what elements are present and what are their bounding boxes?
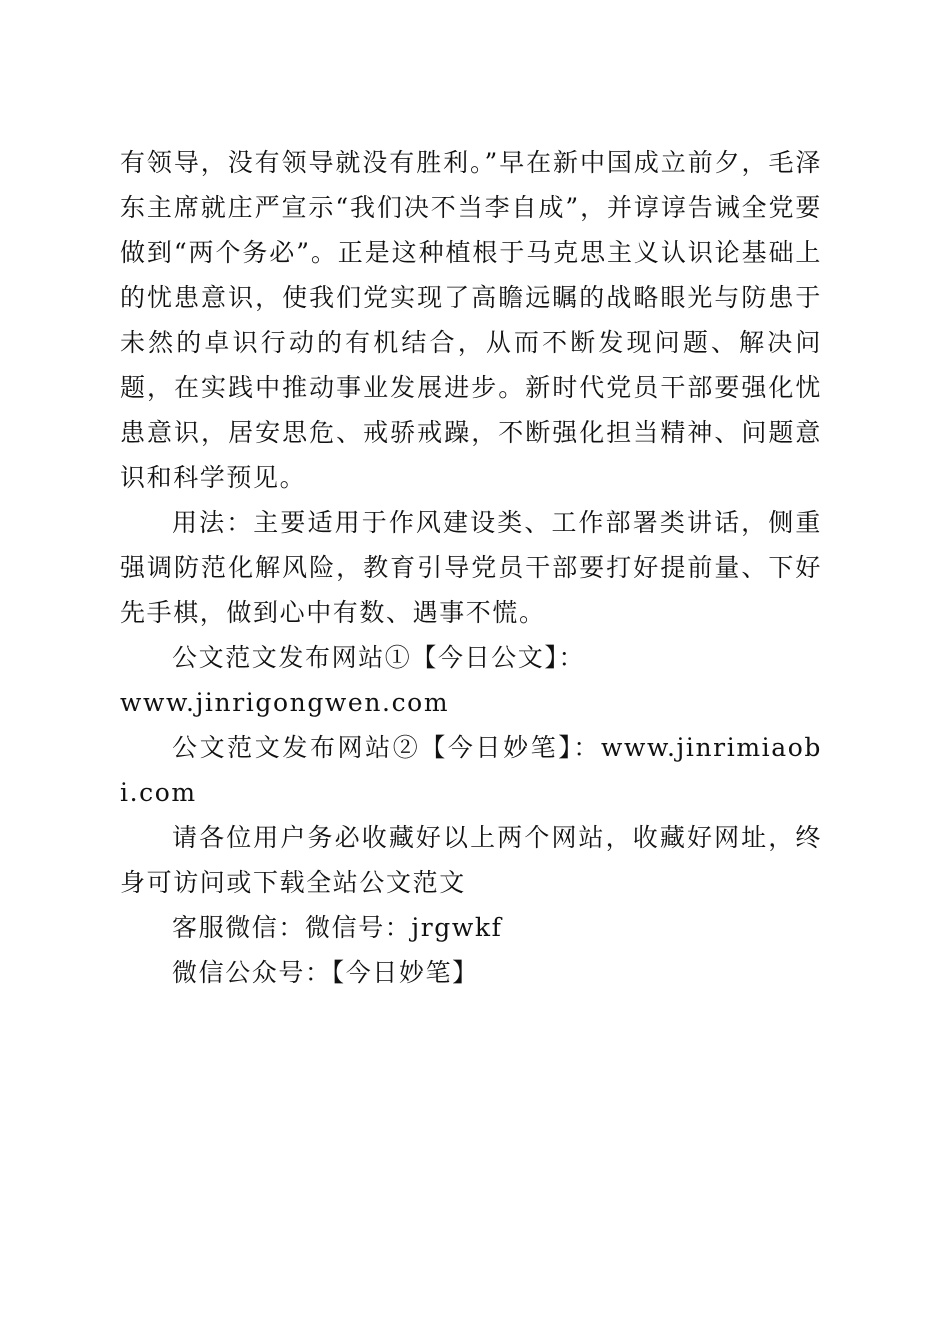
website-one-url[interactable]: www.jinrigongwen.com (120, 688, 450, 717)
document-body (120, 140, 822, 995)
body-paragraph-continuation: 有领导，没有领导就没有胜利。”早在新中国成立前夕，毛泽东主席就庄严宣示“我们决不当李自成”，并谆谆告诫全党要做到“两个务必”。正是这种植根于马克思主义认识论基础上的忧患意识，使我们党实现了高瞻远瞩的战略眼光与防患于未然的卓识行动的有机结合，从而不断发现问题、解决问题，在实践中推动事业发展进步。新时代党员干部要强化忧患意识，居安思危、戒骄戒躁，不断强化担当精神、问题意识和科学预见。 (120, 148, 822, 492)
website-one-label: 公文范文发布网站①【今日公文】： (172, 643, 586, 672)
website-two-line: 公文范文发布网站②【今日妙笔】：www.jinrimiaobi.com (120, 733, 822, 807)
website-one-line (120, 635, 822, 725)
service-wechat: 客服微信：微信号：jrgwkf (172, 913, 503, 942)
usage-paragraph: 用法：主要适用于作风建设类、工作部署类讲话，侧重强调防范化解风险，教育引导党员干部要打好提前量、下好先手棋，做到心中有数、遇事不慌。 (120, 508, 822, 627)
official-account: 微信公众号：【今日妙笔】 (172, 958, 479, 987)
bookmark-notice: 请各位用户务必收藏好以上两个网站，收藏好网址，终身可访问或下载全站公文范文 (120, 823, 822, 897)
